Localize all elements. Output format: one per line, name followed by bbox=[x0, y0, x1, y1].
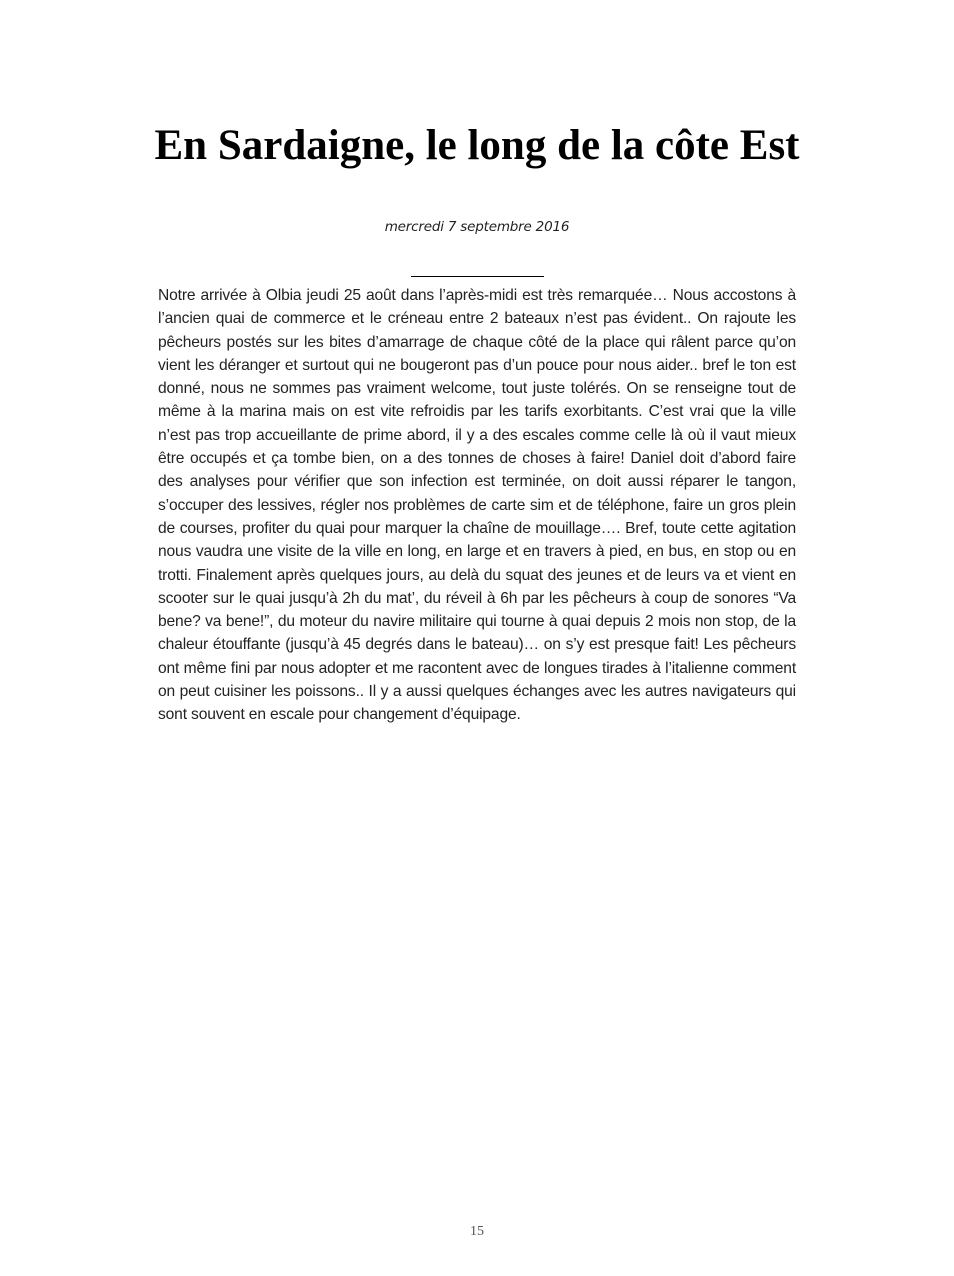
title-divider bbox=[411, 276, 544, 277]
page-number: 15 bbox=[470, 1224, 484, 1239]
article-body: Notre arrivée à Olbia jeudi 25 août dans l’après-midi est très remarquée… Nous accostons à l’ancien quai de commerce et le créneau entre 2 bateaux n’est pas évident.. On rajoute les pêcheurs postés sur les bites d’amarrage de chaque côté de la place qui râlent parce qu’on vient les déranger et surtout qui ne bougeront pas d’un pouce pour nous aider.. bref le ton est donné, nous ne sommes pas vraiment welcome, tout juste tolérés. On se renseigne tout de même à la marina mais on est vite refroidis par les tarifs exorbitants. C’est vrai que la ville n’est pas trop accueillante de prime abord, il y a des escales comme celle là où il vaut mieux être occupés et ça tombe bien, on a des tonnes de choses à faire! Daniel doit d’abord faire des analyses pour vérifier que son infection est terminée, on doit aussi réparer le tangon, s’occuper des lessives, régler nos problèmes de carte sim et de téléphone, faire un gros plein de courses, profiter du quai pour marquer la chaîne de mouillage…. Bref, toute cette agitation nous vaudra une visite de la ville en long, en large et en travers à pied, en bus, en stop ou en trotti. Finalement après quelques jours, au delà du squat des jeunes et de leurs va et vient en scooter sur le quai jusqu’à 2h du mat’, du réveil à 6h par les pêcheurs à coup de sonores “Va bene? va bene!”, du moteur du navire militaire qui tourne à quai depuis 2 mois non stop, de la chaleur étouffante (jusqu’à 45 degrés dans le bateau)… on s’y est presque fait! Les pêcheurs ont même fini par nous adopter et me racontent avec de longues tirades à l’italienne comment on peut cuisiner les poissons.. Il y a aussi quelques échanges avec les autres navigateurs qui sont souvent en escale pour changement d’équipage. bbox=[158, 287, 796, 724]
article-date: mercredi 7 septembre 2016 bbox=[384, 219, 570, 235]
article-title: En Sardaigne, le long de la côte Est bbox=[154, 122, 800, 169]
